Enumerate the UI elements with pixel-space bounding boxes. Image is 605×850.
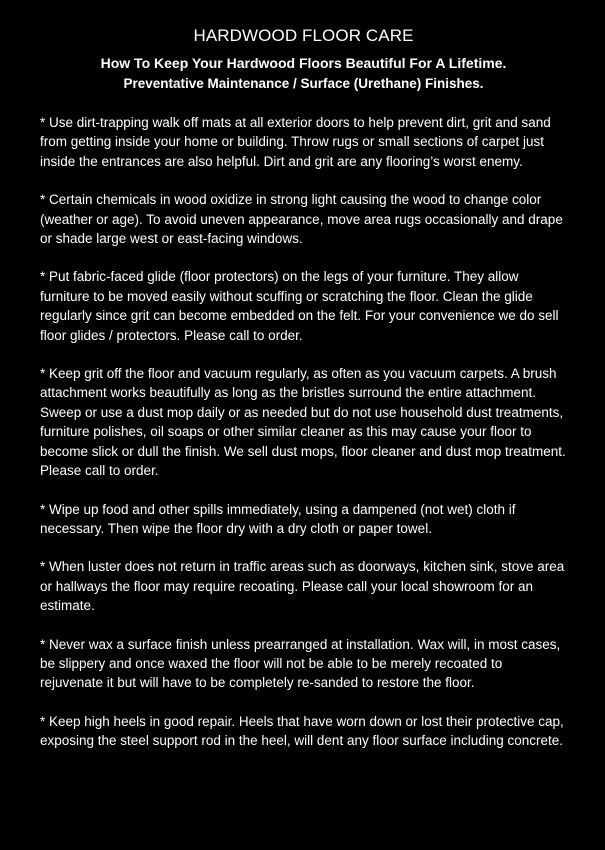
tip-wipe-spills: * Wipe up food and other spills immediately, using a dampened (not wet) cloth if necessary. Then wipe the floor dry with a dry cloth or paper towel.	[40, 501, 516, 536]
tip-recoating: * When luster does not return in traffic areas such as doorways, kitchen sink, stove area or hallways the floor may require recoating. Please call your local showroom for an estimate.	[40, 559, 565, 614]
tip-high-heels: * Keep high heels in good repair. Heels that have worn down or lost their protective cap, exposing the steel support rod in the heel, will dent any floor surface including concrete.	[40, 713, 564, 749]
page-title: HARDWOOD FLOOR CARE	[193, 26, 414, 45]
page-subtitle-2: Preventative Maintenance / Surface (Urethane) Finishes.	[123, 76, 484, 91]
page-subtitle: How To Keep Your Hardwood Floors Beautiful For A Lifetime.	[100, 55, 507, 71]
tip-vacuum-regularly: * Keep grit off the floor and vacuum regularly, as often as you vacuum carpets. A brush attachment works beautifully as long as the bristles surround the entire attachment. Sweep or use a dust mop daily or as needed but do not use household dust treatments, furniture polishes, oil soaps or other similar cleaner as this may cause your floor to become slick or dull the finish. We sell dust mops, floor cleaner and dust mop treatment. Please call to order.	[40, 366, 566, 479]
tip-never-wax: * Never wax a surface finish unless prearranged at installation. Wax will, in most cases, be slippery and once waxed the floor will not be able to be merely recoated to rejuvenate it but will have to be completely re-sanded to restore the floor.	[40, 636, 561, 691]
tip-floor-protectors: * Put fabric-faced glide (floor protectors) on the legs of your furniture. They allow furniture to be moved easily without scuffing or scratching the floor. Clean the glide regularly since grit can become embedded on the felt. For your convenience we do sell floor glides / protectors. Please call to order.	[40, 269, 559, 343]
tip-walk-off-mats: * Use dirt-trapping walk off mats at all exterior doors to help prevent dirt, grit and sand from getting inside your home or building. Throw rugs or small sections of carpet just inside the entrances are also helpful. Dirt and grit are any flooring’s worst enemy.	[40, 115, 551, 169]
tip-light-oxidation: * Certain chemicals in wood oxidize in strong light causing the wood to change color (weather or age). To avoid uneven appearance, move area rugs occasionally and drape or shade large west or east-facing windows.	[40, 192, 563, 247]
